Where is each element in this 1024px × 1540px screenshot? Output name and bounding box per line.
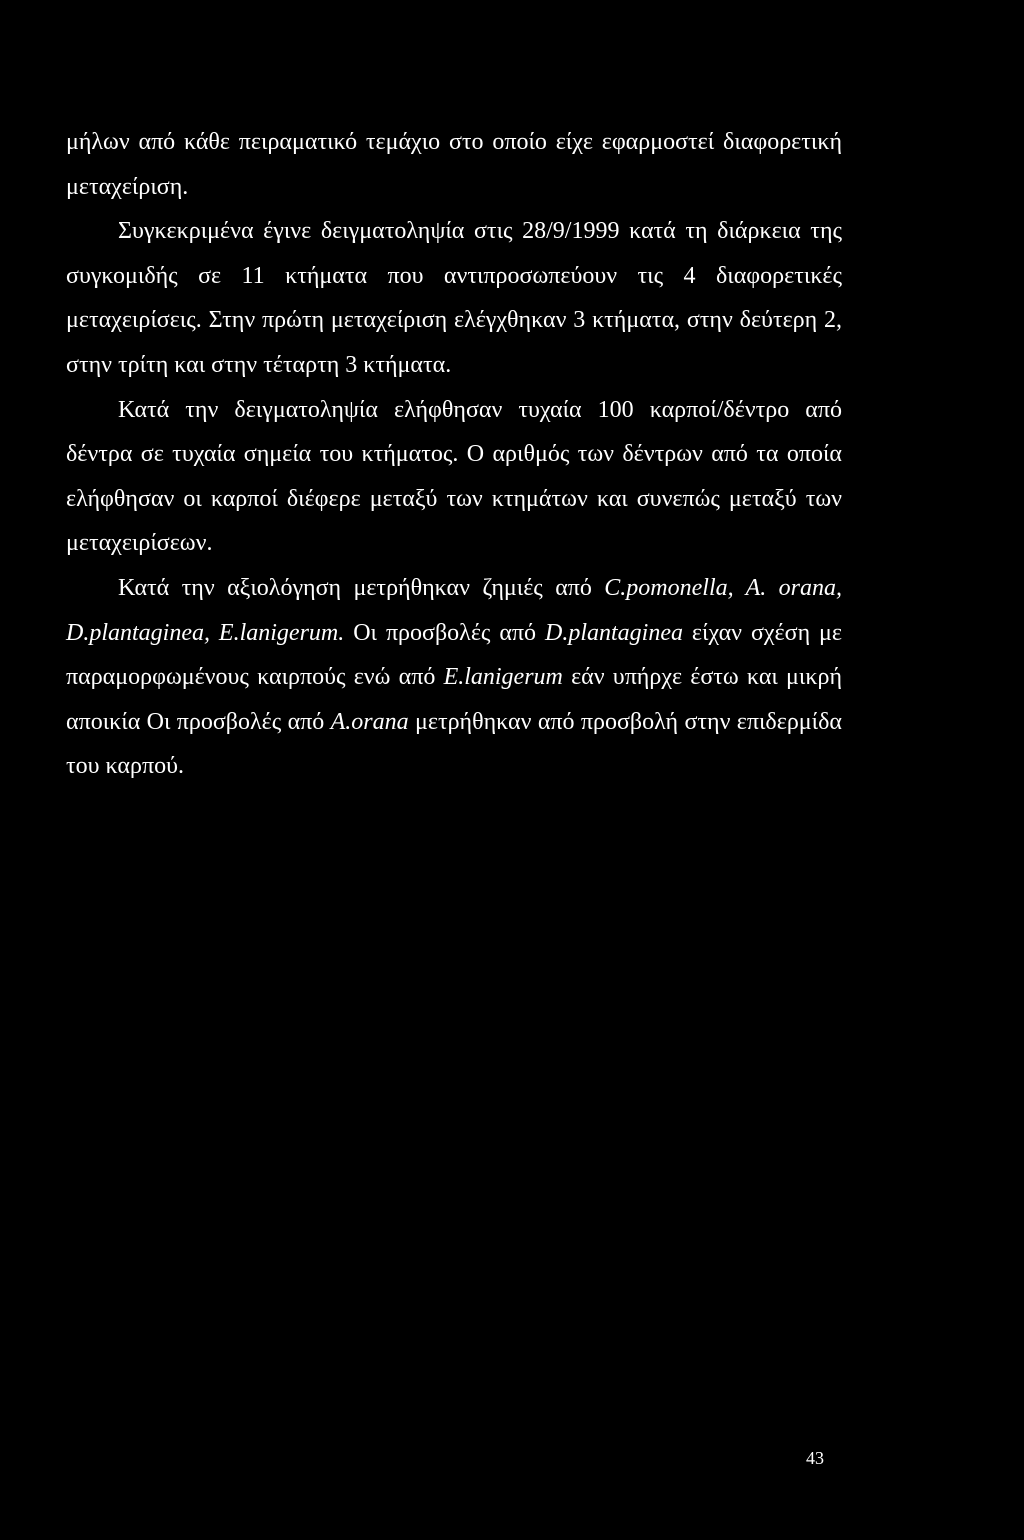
- species-e-lanigerum: E.lanigerum: [443, 664, 563, 691]
- paragraph-1: [66, 120, 842, 209]
- page-number: 43: [806, 1448, 824, 1468]
- paragraph-4-text-2: Οι προσβολές από: [344, 619, 545, 646]
- paragraph-4-text-4: εάν υπήρχε έστω και μικρή αποικία Οι προσβολές από: [66, 664, 843, 735]
- paragraph-4-text-1: Κατά την αξιολόγηση μετρήθηκαν ζημιές από: [118, 574, 605, 601]
- paragraph-3-text: Κατά την δειγματοληψία ελήφθησαν τυχαία 100 καρποί/δέντρο από δέντρα σε τυχαία σημεία του κτήματος. Ο αριθμός των δέντρων από τα οποία ελήφθησαν οι καρποί διέφερε μεταξύ των κτημάτων και συνεπώς μεταξύ των μεταχειρίσεων.: [66, 396, 842, 557]
- species-a-orana: A.orana: [330, 708, 409, 735]
- paragraph-2-text: Συγκεκριμένα έγινε δειγματοληψία στις 28/9/1999 κατά τη διάρκεια της συγκομιδής σε 11 κτήματα που αντιπροσωπεύουν τις 4 διαφορετικές μεταχειρίσεις. Στην πρώτη μεταχείριση ελέγχθηκαν 3 κτήματα, στην δεύτερη 2, στην τρίτη και στην τέταρτη 3 κτήματα.: [66, 218, 842, 378]
- paragraph-4: [66, 566, 842, 789]
- paragraph-2: [66, 209, 842, 387]
- paragraph-4-text-3: είχαν σχέση με παραμορφωμένους καιρπούς ενώ από: [66, 619, 843, 691]
- body-text: [66, 120, 842, 789]
- species-list: C.pomonella, A. orana, D.plantaginea, E.lanigerum.: [66, 574, 842, 646]
- species-d-plantaginea: D.plantaginea: [544, 619, 683, 646]
- paragraph-1-text: μήλων από κάθε πειραματικό τεμάχιο στο οποίο είχε εφαρμοστεί διαφορετική μεταχείριση.: [66, 129, 842, 200]
- paragraph-3: [66, 388, 842, 566]
- paragraph-4-text-5: μετρήθηκαν από προσβολή στην επιδερμίδα του καρπού.: [66, 708, 843, 780]
